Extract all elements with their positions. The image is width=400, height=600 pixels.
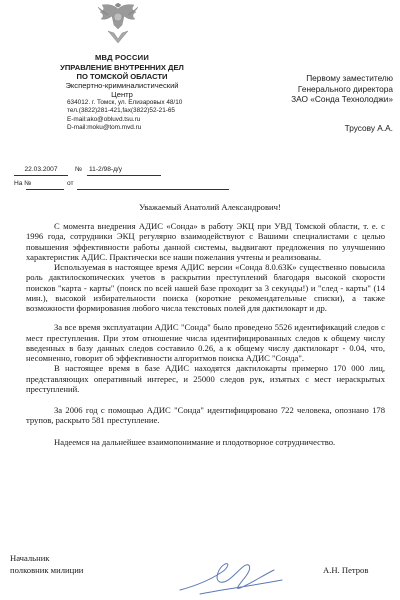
date-number-line — [14, 166, 214, 176]
letter-body — [26, 221, 385, 447]
department-line1: УПРАВЛЕНИЕ ВНУТРЕННИХ ДЕЛ — [60, 63, 184, 72]
addressee-name: Трусову А.А. — [344, 122, 393, 133]
signatory-title-line1: Начальник — [10, 553, 50, 563]
handwritten-signature — [170, 550, 290, 598]
letterhead-email1: E-mail:ako@obluvd.tsu.ru — [67, 115, 141, 123]
signatory-title — [10, 552, 83, 576]
letterhead-email2: D-mail:moku@tom.mvd.ru — [67, 124, 142, 132]
number-label: № — [75, 166, 83, 173]
ref-from-label: от — [67, 180, 74, 187]
letterhead-phone: тел.(3822)281-421,fax(3822)52-21-65 — [67, 107, 175, 115]
center-line2: Центр — [111, 90, 133, 99]
paragraph-1: С момента внедрения АДИС «Сонда» в работу ЭКЦ при УВД Томской области, т. е. с 1996 года, сотрудники ЭКЦ регулярно взаимодействуют с Вашими специалистами с целью повышения эффективности работы данной системы, выдвигают предложения по улучшению характеристик АДИС. Практически все наши пожелания учтены и реализованы. — [26, 221, 385, 262]
letter-date: 22.03.2007 — [24, 166, 58, 173]
reference-line — [14, 180, 234, 190]
paragraph-4: В настоящее время в базе АДИС находятся дактилокарты примерно 170 000 лиц, представляющих оперативный интерес, и 25000 следов рук, изъятых с мест нераскрытых преступлений. — [26, 363, 385, 394]
signatory-name: А.Н. Петров — [323, 565, 369, 575]
addressee-line1: Первому заместителю — [306, 73, 393, 83]
ref-from-underline — [77, 189, 229, 190]
paragraph-2: Используемая в настоящее время АДИС версии «Сонда 8.0.63К» существенно повысила роль дактилоскопических учетов в раскрытии преступлений благодаря высокой скорости поисков "карта - карты" (поиск по всей нашей базе проходит за 3 секунды!) и "след - карты" (14 мин.), высокой избирательности поиска (короткие рекомендательные списки), а также возможности формирования любого числа текстовых полей для дактилокарт и др. — [26, 262, 385, 313]
department-line2: ПО ТОМСКОЙ ОБЛАСТИ — [76, 72, 168, 81]
letterhead-address: 634012. г. Томск, ул. Елизаровых 48/10 — [67, 99, 183, 106]
paragraph-6: Надеемся на дальнейшее взаимопонимание и плодотворное сотрудничество. — [54, 436, 336, 447]
letter-number: 11-2/98-д/у — [89, 166, 123, 173]
salutation: Уважаемый Анатолий Александрович! — [139, 202, 281, 212]
center-line1: Экспертно-криминалистический — [65, 81, 179, 90]
date-underline — [14, 175, 68, 176]
addressee-line3: ЗАО «Сонда Технолоджи» — [291, 94, 393, 105]
number-underline — [87, 175, 161, 176]
paragraph-3: За все время эксплуатации АДИС "Сонда" было проведено 5526 идентификаций следов с мест преступления. При этом отношение числа идентифицированных следов к общему числу введенных в базу данных следов составило 0.26, а к общему числу дактилокарт - 0.04, что, несомненно, говорит об эффективности алгоритмов поиска АДИС "Сонда". — [26, 322, 385, 363]
ref-number-label: На № — [14, 180, 32, 187]
ref-number-underline — [26, 189, 64, 190]
ministry-name: МВД РОССИИ — [95, 53, 149, 62]
addressee-line2: Генерального директора — [297, 83, 393, 94]
signatory-title-line2: полковник милиции — [10, 565, 84, 575]
paragraph-5: За 2006 год с помощью АДИС "Сонда" идентифицировано 722 человека, опознано 178 трупов, раскрыто 581 преступление. — [26, 405, 385, 426]
addressee-block — [238, 73, 393, 133]
eagle-emblem-icon — [94, 3, 142, 47]
letterhead — [28, 53, 216, 133]
